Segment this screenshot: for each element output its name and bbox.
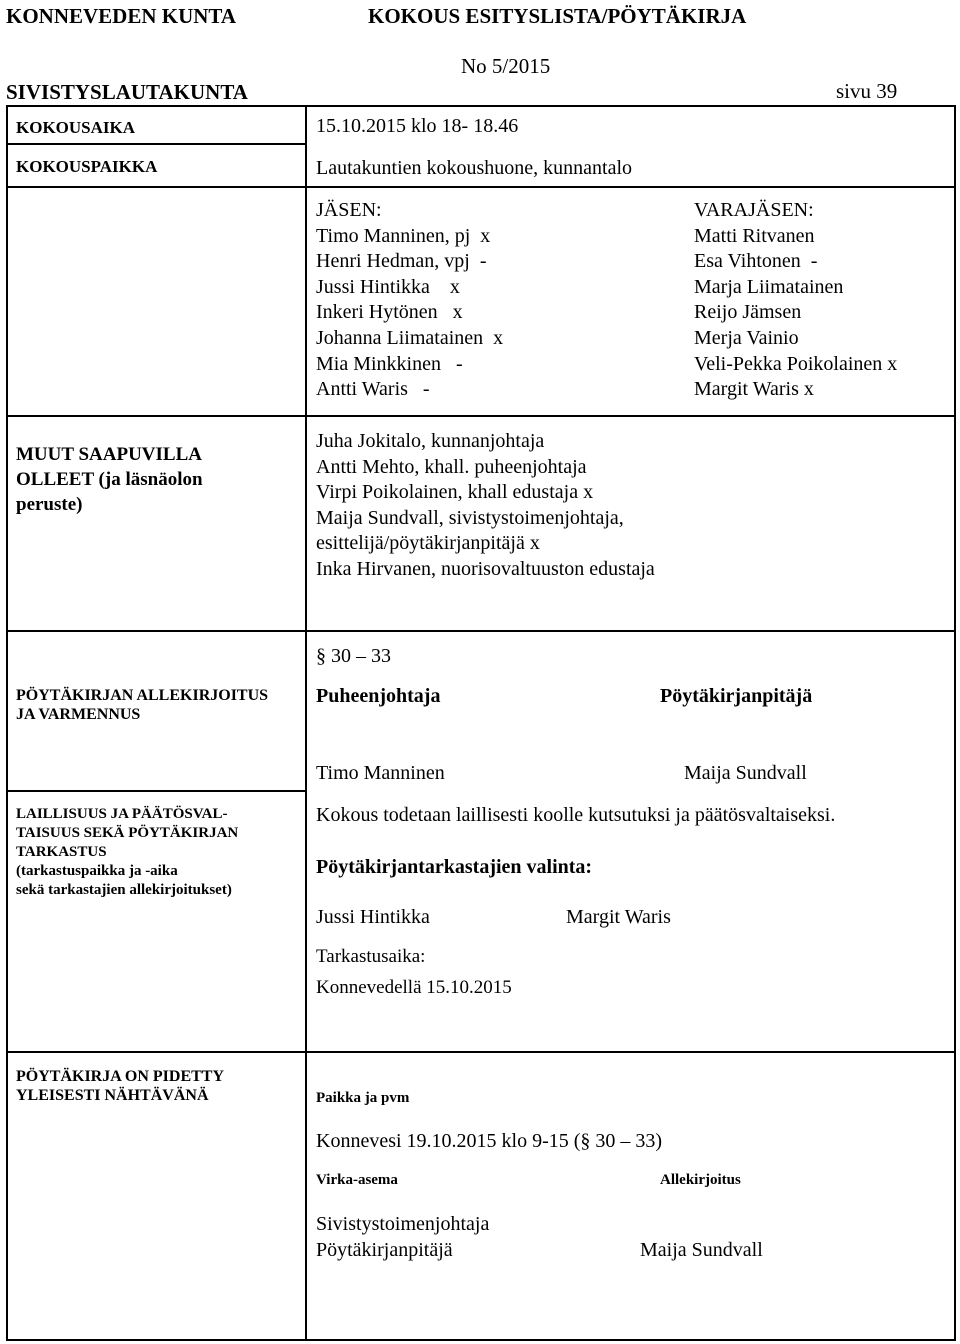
deputies-section bbox=[694, 198, 897, 403]
reviewer-name: Jussi Hintikka bbox=[316, 906, 430, 928]
chair-title: Puheenjohtaja bbox=[316, 685, 441, 707]
review-place-date: Konnevedellä 15.10.2015 bbox=[316, 977, 512, 998]
signer-name: Maija Sundvall bbox=[640, 1239, 763, 1261]
member-item: Johanna Liimatainen x bbox=[316, 326, 504, 349]
secretary-title: Pöytäkirjanpitäjä bbox=[660, 685, 813, 707]
document-number: No 5/2015 bbox=[461, 54, 551, 78]
members-title: JÄSEN: bbox=[316, 199, 382, 221]
member-item: Jussi Hintikka x bbox=[316, 275, 460, 298]
position-values bbox=[316, 1212, 489, 1263]
place-date-label: Paikka ja pvm bbox=[316, 1090, 410, 1106]
row-divider-place bbox=[6, 186, 956, 188]
document-type: KOKOUS ESITYSLISTA/PÖYTÄKIRJA bbox=[368, 4, 747, 28]
legality-label-line: TAISUUS SEKÄ PÖYTÄKIRJAN bbox=[16, 825, 239, 841]
others-label-line: OLLEET (ja läsnäolon bbox=[16, 469, 203, 490]
row-divider-members bbox=[6, 415, 956, 417]
others-item: esittelijä/pöytäkirjanpitäjä x bbox=[316, 532, 540, 555]
others-label-line: peruste) bbox=[16, 494, 83, 515]
public-label-line: YLEISESTI NÄHTÄVÄNÄ bbox=[16, 1087, 209, 1104]
legality-label-line: (tarkastuspaikka ja -aika bbox=[16, 863, 178, 879]
paragraph-range: § 30 – 33 bbox=[316, 645, 391, 667]
members-section bbox=[316, 198, 503, 403]
position-line: Sivistystoimenjohtaja bbox=[316, 1213, 490, 1235]
deputy-item: Reijo Jämsen bbox=[694, 301, 802, 324]
deputy-item: Matti Ritvanen bbox=[694, 224, 815, 247]
table-top-border bbox=[6, 105, 956, 107]
member-item: Mia Minkkinen - bbox=[316, 352, 463, 375]
board-name: SIVISTYSLAUTAKUNTA bbox=[6, 80, 248, 104]
member-item: Inkeri Hytönen x bbox=[316, 301, 463, 324]
meeting-place-value: Lautakuntien kokoushuone, kunnantalo bbox=[316, 157, 633, 179]
signatures-label bbox=[16, 686, 268, 724]
reviewers-title: Pöytäkirjantarkastajien valinta: bbox=[316, 856, 593, 878]
member-item: Henri Hedman, vpj - bbox=[316, 250, 487, 273]
table-bottom-border bbox=[6, 1339, 956, 1341]
deputy-item: Marja Liimatainen bbox=[694, 275, 844, 298]
others-item: Antti Mehto, khall. puheenjohtaja bbox=[316, 455, 587, 478]
others-label-line: MUUT SAAPUVILLA bbox=[16, 444, 202, 465]
row-divider-time bbox=[6, 143, 305, 145]
municipality-name: KONNEVEDEN KUNTA bbox=[6, 4, 237, 28]
deputies-title: VARAJÄSEN: bbox=[694, 199, 814, 221]
deputy-item: Margit Waris x bbox=[694, 378, 814, 401]
position-line: Pöytäkirjanpitäjä bbox=[316, 1238, 453, 1261]
legality-label-line: LAILLISUUS JA PÄÄTÖSVAL- bbox=[16, 806, 228, 822]
legality-label-line: TARKASTUS bbox=[16, 844, 107, 860]
meeting-time-value: 15.10.2015 klo 18- 18.46 bbox=[316, 115, 519, 137]
member-item: Timo Manninen, pj x bbox=[316, 224, 491, 247]
meeting-time-label: KOKOUSAIKA bbox=[16, 118, 136, 137]
review-time-label: Tarkastusaika: bbox=[316, 946, 426, 967]
row-divider-others bbox=[6, 630, 956, 632]
legality-statement: Kokous todetaan laillisesti koolle kutsutuksi ja päätösvaltaiseksi. bbox=[316, 804, 836, 826]
deputy-item: Merja Vainio bbox=[694, 326, 799, 349]
page-number: sivu 39 bbox=[836, 79, 898, 103]
legality-label bbox=[16, 805, 238, 900]
others-item: Inka Hirvanen, nuorisovaltuuston edustaja bbox=[316, 557, 655, 580]
deputy-item: Veli-Pekka Poikolainen x bbox=[694, 352, 898, 375]
position-label: Virka-asema bbox=[316, 1172, 398, 1188]
others-list bbox=[316, 429, 655, 583]
others-item: Juha Jokitalo, kunnanjohtaja bbox=[316, 430, 545, 452]
legality-label-line: sekä tarkastajien allekirjoitukset) bbox=[16, 882, 232, 898]
place-date-value: Konnevesi 19.10.2015 klo 9-15 (§ 30 – 33) bbox=[316, 1130, 663, 1152]
meeting-place-label: KOKOUSPAIKKA bbox=[16, 157, 158, 176]
public-label bbox=[16, 1067, 224, 1105]
public-label-line: PÖYTÄKIRJA ON PIDETTY bbox=[16, 1068, 225, 1085]
others-item: Virpi Poikolainen, khall edustaja x bbox=[316, 481, 594, 504]
signature-label: Allekirjoitus bbox=[660, 1172, 741, 1188]
secretary-name: Maija Sundvall bbox=[684, 762, 807, 784]
column-divider bbox=[305, 105, 307, 1341]
chair-name: Timo Manninen bbox=[316, 762, 445, 784]
signatures-label-line: PÖYTÄKIRJAN ALLEKIRJOITUS bbox=[16, 687, 269, 704]
table-right-border bbox=[954, 105, 956, 1341]
table-left-border bbox=[6, 105, 8, 1341]
others-label bbox=[16, 442, 203, 517]
row-divider-legality bbox=[6, 1051, 956, 1053]
member-item: Antti Waris - bbox=[316, 378, 430, 401]
signatures-label-line: JA VARMENNUS bbox=[16, 706, 141, 723]
others-item: Maija Sundvall, sivistystoimenjohtaja, bbox=[316, 506, 624, 529]
reviewer-name: Margit Waris bbox=[566, 906, 671, 928]
row-divider-signatures bbox=[6, 790, 305, 792]
deputy-item: Esa Vihtonen - bbox=[694, 250, 818, 273]
